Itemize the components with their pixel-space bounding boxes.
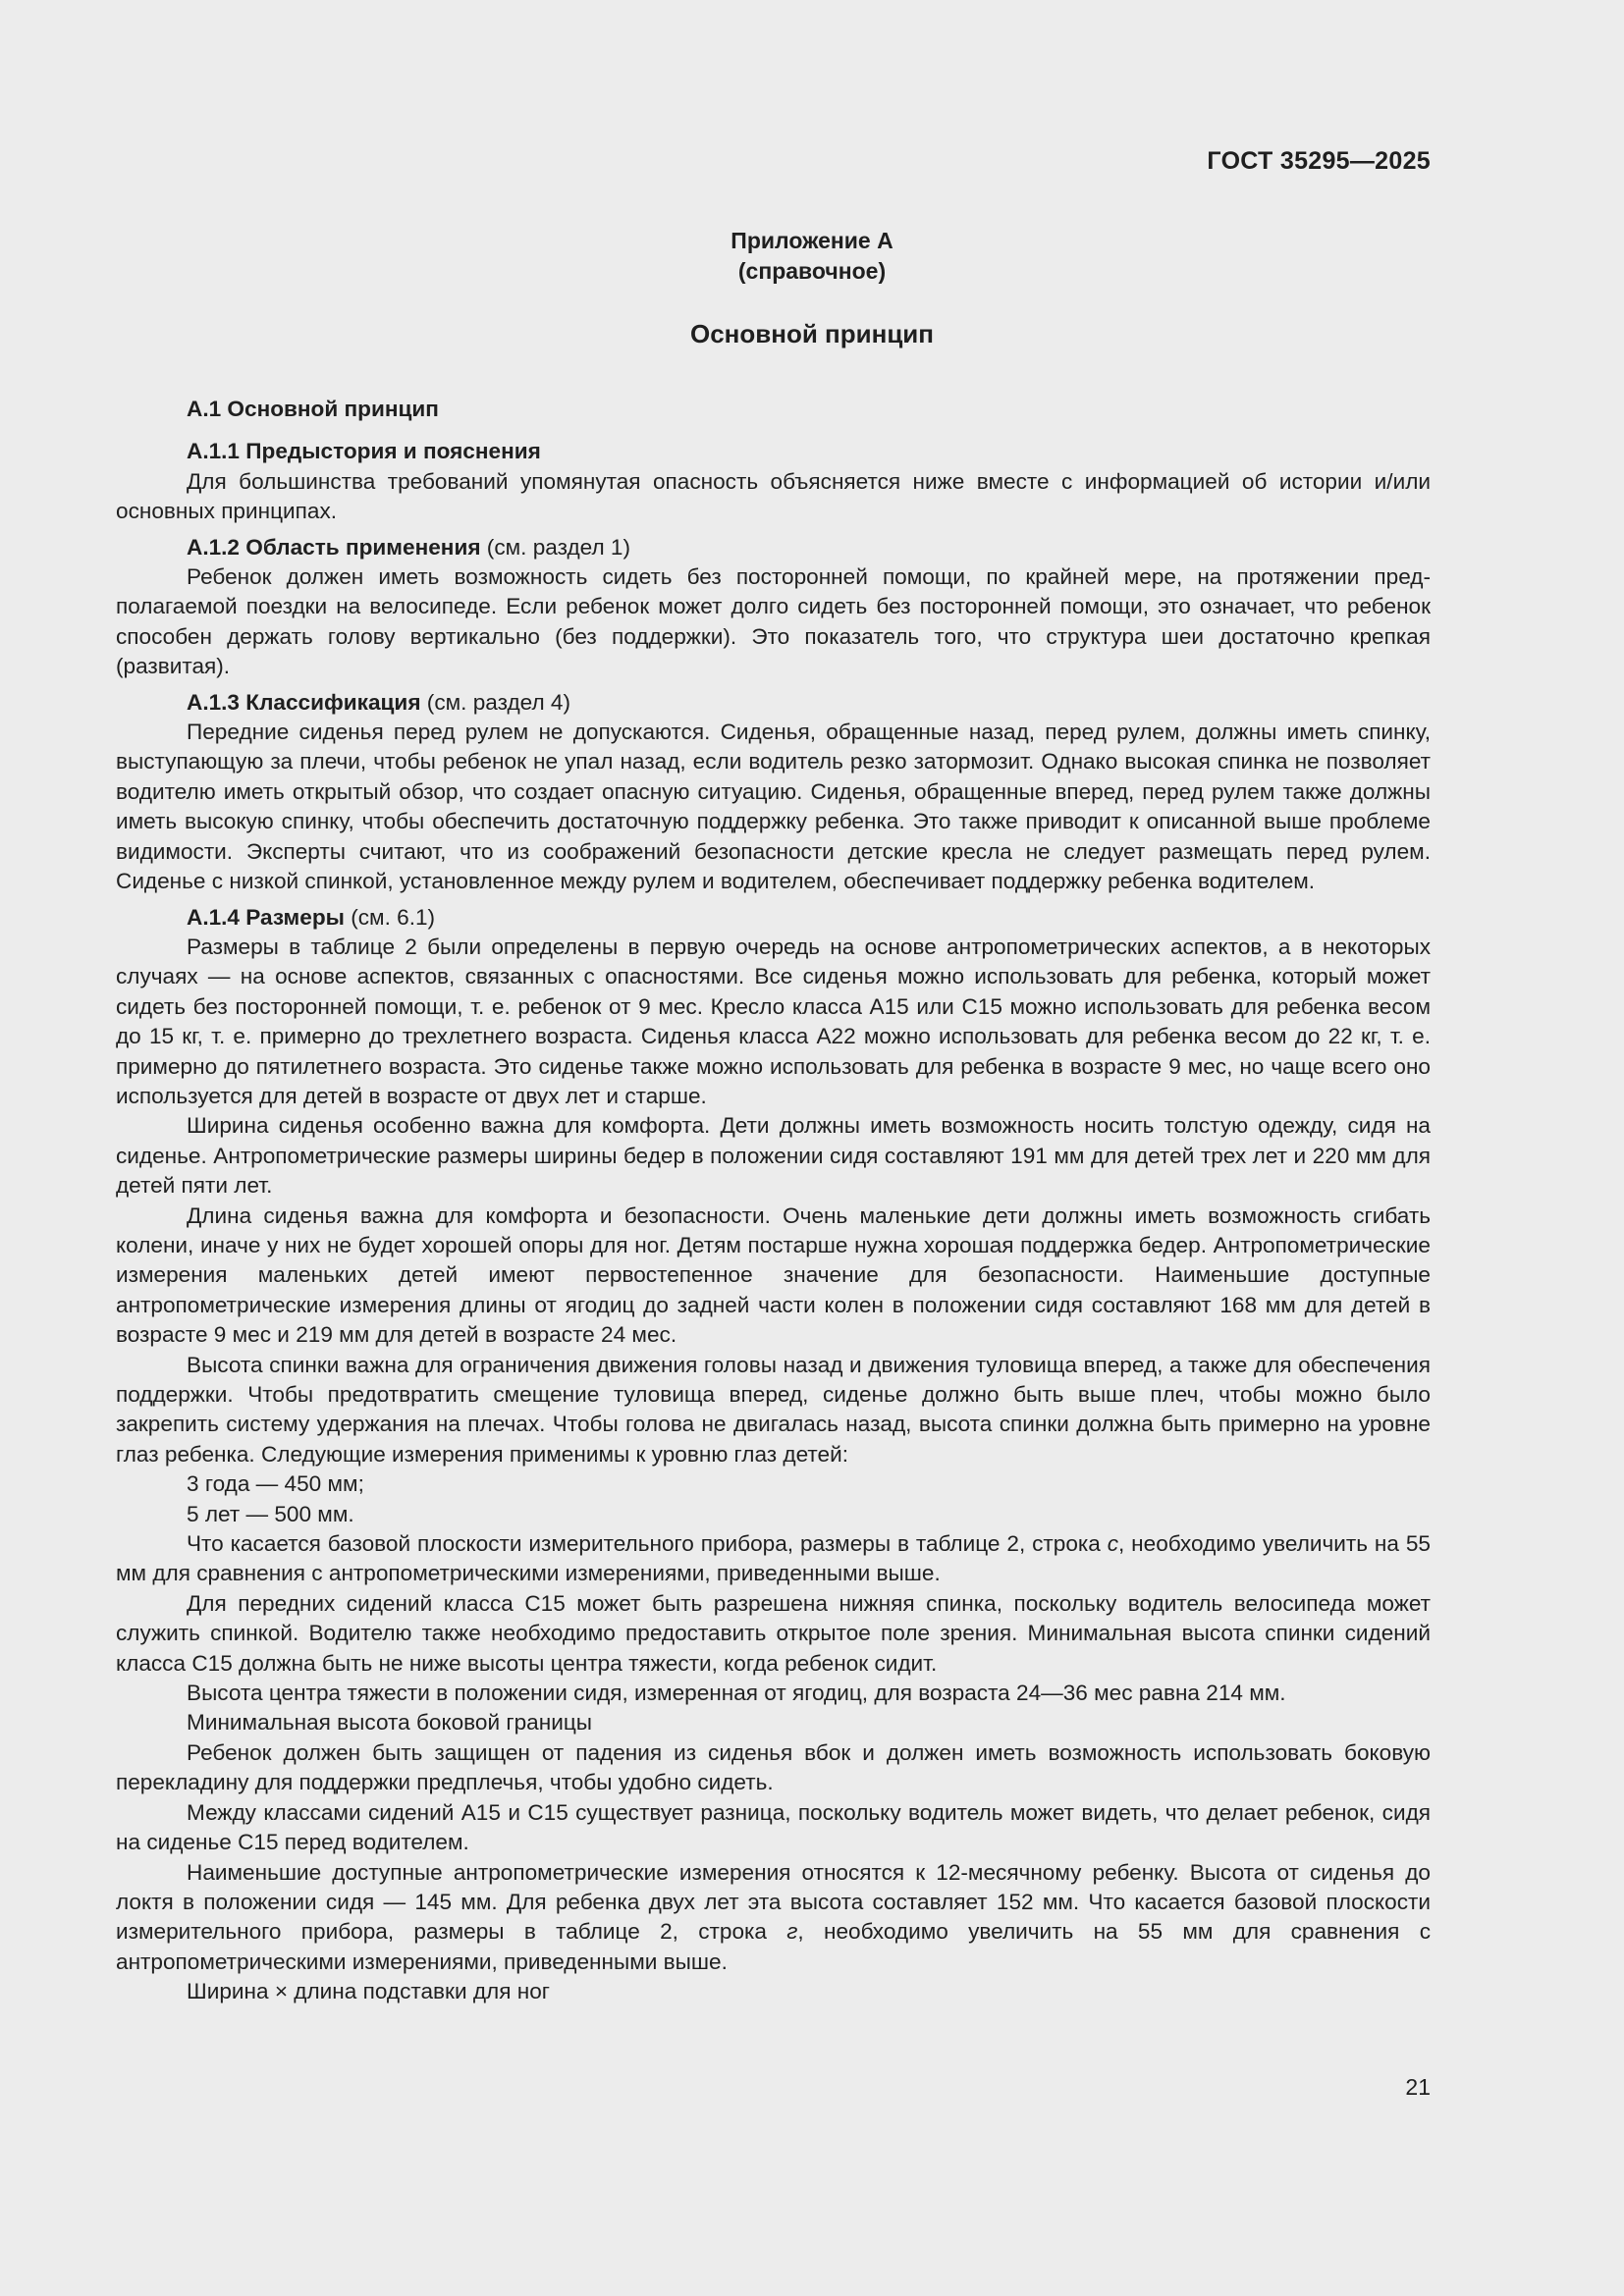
document-code: ГОСТ 35295—2025: [1207, 147, 1431, 175]
section-a13-ref: (см. раздел 4): [420, 689, 570, 715]
paragraph: [116, 1529, 1431, 1589]
appendix-heading: Основной принцип: [690, 319, 934, 348]
paragraph: Длина сиденья важна для комфорта и безопасности. Очень маленькие дети должны иметь возможность сгибать колени, иначе у них не будет хорошей опоры для ног. Детям постарше нужна хорошая поддержка бедер. Антропометрические измерения маленьких детей имеют первостепенное значение для безопасности. Наименьшие доступные антропометрические измерения длины от ягодиц до задней части колен в положении сидя составляют 168 мм для детей в возрасте 9 мес и 219 мм для детей в возрасте 24 мес.: [116, 1202, 1431, 1348]
paragraph-text: , необходимо увеличить на 55 мм для сравнения с антропометрическими измерениями, приведенными выше.: [116, 1919, 1431, 1974]
paragraph: [116, 1858, 1431, 1978]
paragraph: Высота центра тяжести в положении сидя, измеренная от ягодиц, для возраста 24—36 мес равна 214 мм.: [187, 1681, 1286, 1706]
page-number: 21: [1405, 2074, 1431, 2100]
section-a14-title: А.1.4 Размеры: [187, 904, 345, 930]
paragraph: Ребенок должен иметь возможность сидеть без посторонней помощи, по крайней мере, на протяжении предполагаемой поездки на велосипеде. Если ребенок может долго сидеть без посторонней помощи, это означает, что ребенок способен держать голову вертикально (без поддержки). Это показатель того, что структура шеи достаточно крепкая (развитая).: [116, 564, 1431, 679]
paragraph: Передние сиденья перед рулем не допускаются. Сиденья, обращенные назад, перед рулем, должны иметь спинку, выступающую за плечи, чтобы ребенок не упал назад, если водитель резко затормозит. Однако высокая спинка не позволяет водителю иметь открытый обзор, что создает опасную ситуацию. Сиденья, обращенные вперед, перед рулем также должны иметь высокую спинку, чтобы обеспечить достаточную поддержку ребенка. Это также приводит к описанной выше проблеме видимости. Эксперты считают, что из соображений безопасности детские кресла не следует размещать перед рулем. Сиденье с низкой спинкой, установленное между рулем и водителем, обеспечивает поддержку ребенка водителем.: [116, 720, 1431, 894]
paragraph-text: Наименьшие доступные антропометрические измерения относятся к 12-месячному ребенку. Высота от сиденья до локтя в положении сидя — 145 мм. Для ребенка двух лет эта высота составляет 152 мм. Что касается базовой плоскости измерительного прибора, размеры в таблице 2, строка: [116, 1859, 1431, 1945]
paragraph: Ширина × длина подставки для ног: [187, 1979, 551, 2004]
appendix-title: Приложение А: [731, 228, 893, 253]
section-a14-ref: (см. 6.1): [344, 904, 436, 930]
paragraph: Между классами сидений А15 и С15 существует разница, поскольку водитель может видеть, что делает ребенок, сидя на сиденье С15 перед водителем.: [116, 1799, 1431, 1855]
section-a12-title: А.1.2 Область применения: [187, 534, 481, 560]
section-a11-heading: [116, 437, 1431, 466]
paragraph: Размеры в таблице 2 были определены в первую очередь на основе антропометрических аспектов, а в некоторых случаях — на основе аспектов, связанных с опасностями. Все сиденья можно использовать для ребенка, который может сидеть без посторонней помощи, т. е. ребенок от 9 мес. Кресло класса А15 или С15 можно использовать для ребенка весом до 15 кг, т. е. примерно до трехлетнего возраста. Сиденья класса А22 можно использовать для ребенка весом до 22 кг, т. е. примерно до пятилетнего возраста. Это сиденье также можно использовать для ребенка в возрасте 9 мес, но чаще всего оно используется для детей в возрасте от двух лет и старше.: [116, 934, 1431, 1108]
document-body: [116, 395, 1431, 2007]
paragraph: Минимальная высота боковой границы: [187, 1710, 593, 1735]
paragraph-text: , необходимо увеличить на 55 мм для сравнения с антропометрическими измерениями, приведенными выше.: [116, 1531, 1431, 1586]
section-a12-heading: [116, 533, 1431, 562]
section-a12-ref: (см. раздел 1): [480, 534, 630, 560]
section-a1-title: А.1 Основной принцип: [187, 397, 439, 421]
section-a11-title: А.1.1 Предыстория и пояснения: [187, 439, 541, 464]
list-item: 5 лет — 500 мм.: [187, 1501, 354, 1526]
row-variable: г: [786, 1919, 798, 1945]
row-variable: c: [1107, 1531, 1119, 1557]
paragraph: Ребенок должен быть защищен от падения из сиденья вбок и должен иметь возможность использовать боковую перекладину для поддержки предплечья, чтобы удобно сидеть.: [116, 1739, 1431, 1795]
paragraph: Для передних сидений класса С15 может быть разрешена нижняя спинка, поскольку водитель велосипеда может служить спинкой. Водителю также необходимо предоставить открытое поле зрения. Минимальная высота спинки сидений класса С15 должна быть не ниже высоты центра тяжести, когда ребенок сидит.: [116, 1590, 1431, 1676]
paragraph: Для большинства требований упомянутая опасность объясняется ниже вместе с информацией об истории и/или основных принципах.: [116, 468, 1431, 524]
paragraph: Ширина сиденья особенно важна для комфорта. Дети должны иметь возможность носить толстую одежду, сидя на сиденье. Антропометрические размеры ширины бедер в положении сидя составляют 191 мм для детей трех лет и 220 мм для детей пяти лет.: [116, 1113, 1431, 1199]
section-a14-heading: [116, 903, 1431, 933]
paragraph: Высота спинки важна для ограничения движения головы назад и движения туловища вперед, а также для обеспечения поддержки. Чтобы предотвратить смещение туловища вперед, сиденье должно быть выше плеч, чтобы можно было закрепить систему удержания на плечах. Чтобы голова не двигалась назад, высота спинки должна быть примерно на уровне глаз ребенка. Следующие измерения применимы к уровню глаз детей:: [116, 1352, 1431, 1467]
paragraph-text: Что касается базовой плоскости измерительного прибора, размеры в таблице 2, строка: [187, 1531, 1108, 1557]
list-item: 3 года — 450 мм;: [187, 1471, 364, 1497]
appendix-note: (справочное): [737, 258, 887, 284]
section-a13-heading: [116, 688, 1431, 718]
section-a13-title: А.1.3 Классификация: [187, 689, 421, 715]
